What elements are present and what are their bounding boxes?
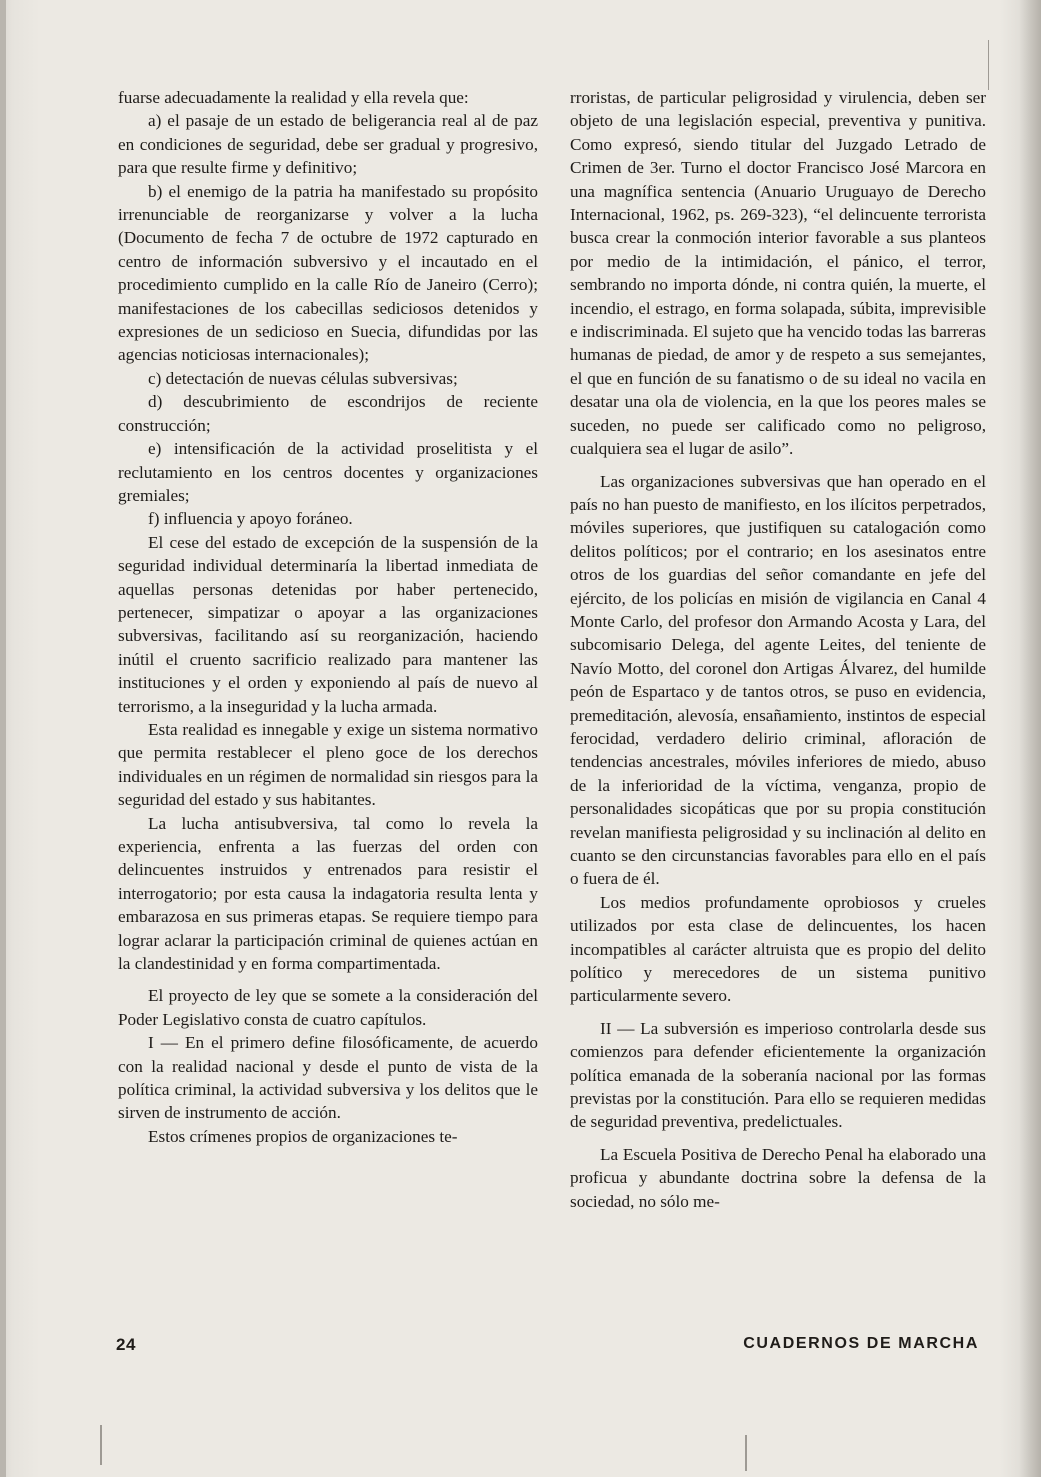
paragraph: f) influencia y apoyo foráneo. (148, 509, 353, 529)
binding-shadow (0, 0, 6, 1477)
paragraph: e) intensificación de la actividad proselitista y el reclutamiento en los centros docentes y organizaciones gremiales; (118, 439, 538, 505)
page-edge-shadow (1019, 0, 1041, 1477)
scan-artifact (100, 1425, 102, 1465)
paragraph: I — En el primero define filosóficamente, de acuerdo con la realidad nacional y desde el punto de vista de la política criminal, la actividad subversiva y los delitos que le sirven de instrumento de acción. (118, 1033, 538, 1123)
paragraph: La lucha antisubversiva, tal como lo revela la experiencia, enfrenta a las fuerzas del orden con delincuentes instruidos y entrenados para resistir el interrogatorio; por esta causa la indagatoria resulta lenta y embarazosa en sus primeras etapas. Se requiere tiempo para lograr aclarar la participación criminal de quienes actúan en la clandestinidad y en forma compartimentada. (118, 813, 538, 974)
paragraph: c) detectación de nuevas células subversivas; (148, 368, 458, 388)
paragraph: El proyecto de ley que se somete a la consideración del Poder Legislativo consta de cuatro capítulos. (118, 986, 538, 1029)
scan-artifact (988, 40, 989, 90)
publication-title: CUADERNOS DE MARCHA (743, 1335, 979, 1352)
paragraph: Los medios profundamente oprobiosos y crueles utilizados por esta clase de delincuentes, los hacen incompatibles al carácter altruista que es propio del delito político y merecedores de un sistema punitivo particularmente severo. (570, 892, 986, 1006)
paragraph: Estos crímenes propios de organizaciones te- (148, 1126, 458, 1146)
scan-artifact (745, 1435, 747, 1471)
paragraph: b) el enemigo de la patria ha manifestado su propósito irrenunciable de reorganizarse y volver a la lucha (Documento de fecha 7 de octubre de 1972 capturado en centro de información subversivo y el incautado en el procedimiento cumplido en la calle Río de Janeiro (Cerro); manifestaciones de los cabecillas sediciosos detenidos y expresiones de un sedicioso en Suecia, difundidas por las agencias noticiosas internacionales); (118, 181, 538, 365)
paragraph: II — La subversión es imperioso controlarla desde sus comienzos para defender eficientemente la organización política emanada de la soberanía nacional por las formas previstas por la constitución. Para ello se requieren medidas de seguridad preventiva, predelictuales. (570, 1018, 986, 1132)
paragraph: a) el pasaje de un estado de beligerancia real al de paz en condiciones de seguridad, debe ser gradual y progresivo, para que resulte firme y definitivo; (118, 111, 538, 178)
paragraph: rroristas, de particular peligrosidad y virulencia, deben ser objeto de una legislación especial, preventiva y punitiva. Como expresó, siendo titular del Juzgado Letrado de Crimen de 3er. Turno el doctor Francisco José Marcora en una magnífica sentencia (Anuario Uruguayo de Derecho Internacional, 1962, ps. 269-323), “el delincuente terrorista busca crear la conmoción interior favorable a sus planteos por medio de la intimidación, el pánico, el terror, sembrando no importa dónde, ni contra quién, la muerte, el incendio, el estrago, en forma solapada, súbita, imprevisible e indiscriminada. El sujeto que ha vencido todas las barreras humanas de piedad, de amor y de respeto a sus semejantes, el que en función de su fanatismo o de su ideal no vacila en desatar una ola de violencia, en la que los peores males se suceden, no puede ser calificado como no peligroso, cualquiera sea el lugar de asilo”. (570, 88, 986, 459)
left-text-column (118, 86, 538, 1148)
paragraph: Las organizaciones subversivas que han operado en el país no han puesto de manifiesto, en los ilícitos perpetrados, móviles superiores, que justifiquen su catalogación como delitos políticos; por el contrario; en los asesinatos entre otros de los guardias del señor comandante en jefe del ejército, de los policías en misión de vigilancia en Canal 4 Monte Carlo, del profesor don Armando Acosta y Lara, del subcomisario Delega, del agente Leites, del teniente de Navío Motto, del coronel don Artigas Álvarez, del humilde peón de Espartaco y de tantos otros, se puso en evidencia, premeditación, alevosía, ensañamiento, instintos de especial ferocidad, verdadero delirio criminal, afloración de tendencias ancestrales, móviles inferiores de miedo, abuso de la inferioridad de la víctima, venganza, propio de personalidades sicopáticas que por su propia constitución revelan manifiesta peligrosidad y su inclinación al delito en cuanto se den circunstancias favorables para ello en el país o fuera de él. (570, 471, 986, 889)
paragraph: El cese del estado de excepción de la suspensión de la seguridad individual determinaría la libertad inmediata de aquellas personas detenidas por haber pertenecido, pertenecer, simpatizar o apoyar a las organizaciones subversivas, facilitando así su reorganización, haciendo inútil el cruento sacrificio realizado para mantener las instituciones y el orden y exponiendo al país de nuevo al terrorismo, a la inseguridad y la lucha armada. (118, 532, 538, 716)
paragraph: La Escuela Positiva de Derecho Penal ha elaborado una proficua y abundante doctrina sobre la defensa de la sociedad, no sólo me- (570, 1144, 986, 1211)
paragraph: Esta realidad es innegable y exige un sistema normativo que permita restablecer el pleno goce de los derechos individuales en un régimen de normalidad sin riesgos para la seguridad del estado y sus habitantes. (118, 719, 538, 810)
paragraph: d) descubrimiento de escondrijos de reciente construcción; (118, 392, 538, 435)
right-text-column (570, 86, 986, 1213)
paragraph: fuarse adecuadamente la realidad y ella revela que: (118, 88, 469, 107)
page-number: 24 (116, 1335, 136, 1354)
